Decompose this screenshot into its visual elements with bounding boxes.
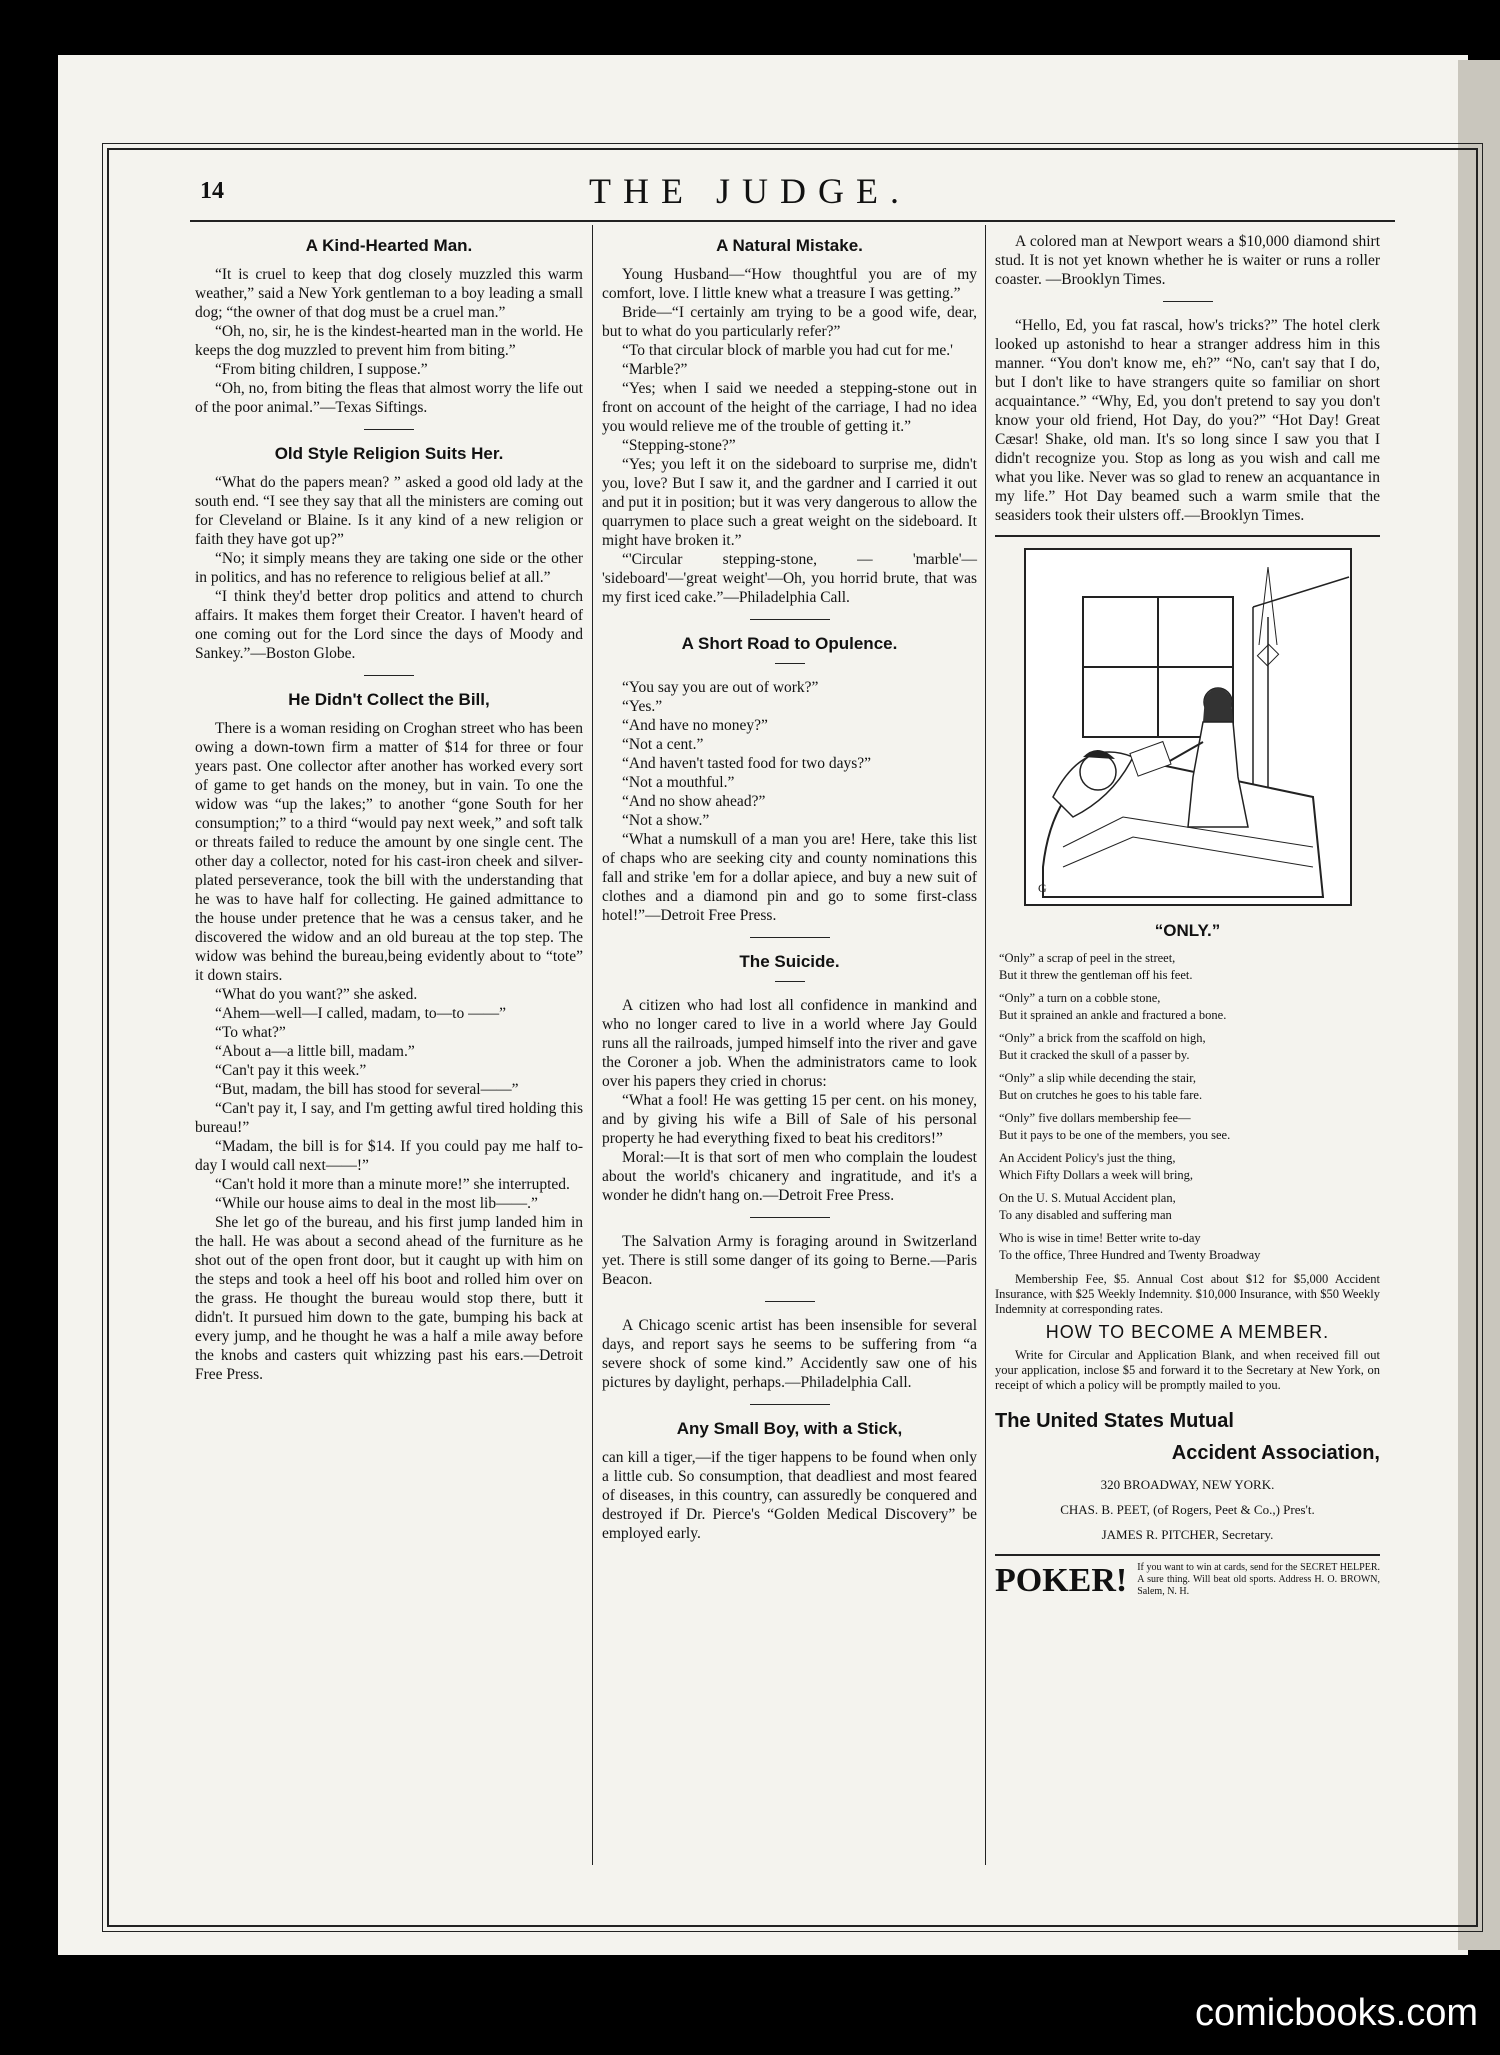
section-rule xyxy=(995,535,1380,537)
paragraph: “Not a cent.” xyxy=(622,736,704,753)
poem-line: But on crutches he goes to his table fare. xyxy=(999,1088,1203,1102)
poker-text: If you want to win at cards, send for the SECRET HELPER. A sure thing. Will beat old sports. Address H. O. BROWN, Salem, N. H. xyxy=(1137,1562,1380,1597)
paragraph: “You say you are out of work?” xyxy=(622,679,819,696)
paragraph: “Can't hold it more than a minute more!” she interrupted. xyxy=(215,1176,570,1193)
association-name-line1: The United States Mutual xyxy=(995,1410,1234,1432)
paragraph: “I think they'd better drop politics and attend to church affairs. It makes them forget their Creator. I haven't heard of one coming out for the Lord since the days of Moody and Sankey.”—Boston Globe. xyxy=(195,588,583,662)
paragraph: “Oh, no, from biting the fleas that almost worry the life out of the poor animal.”—Texas Siftings. xyxy=(195,380,583,416)
paragraph: “Yes.” xyxy=(622,698,663,715)
separator-rule xyxy=(750,619,830,620)
poem-stanza xyxy=(999,1190,1380,1224)
paragraph: “Yes; when I said we needed a stepping-stone out in front on account of the height of the carriage, I had no idea you would relieve me of the trouble of getting it.” xyxy=(602,380,977,435)
paragraph: “Not a show.” xyxy=(622,812,710,829)
poem-line: An Accident Policy's just the thing, xyxy=(999,1151,1176,1165)
separator-rule xyxy=(364,429,414,430)
paragraph: “Oh, no, sir, he is the kindest-hearted man in the world. He keeps the dog muzzled to prevent him from biting.” xyxy=(195,323,583,359)
paragraph: “What do the papers mean? ” asked a good old lady at the south end. “I see they say that all the ministers are coming out for Cleveland or Blaine. Is it any kind of a new religion or faith they have got up?” xyxy=(195,474,583,548)
poem-line: Who is wise in time! Better write to-day xyxy=(999,1231,1201,1245)
association-name-line2: Accident Association, xyxy=(1171,1442,1380,1464)
paragraph: “Madam, the bill is for $14. If you could pay me half to-day I would call next——!” xyxy=(195,1138,583,1174)
paragraph: “Marble?” xyxy=(622,361,688,378)
poem-line: Which Fifty Dollars a week will bring, xyxy=(999,1168,1194,1182)
page-number: 14 xyxy=(200,178,224,204)
poem-stanza xyxy=(999,1230,1380,1264)
paragraph: “From biting children, I suppose.” xyxy=(215,361,428,378)
poem-stanza xyxy=(999,1030,1380,1064)
separator-rule xyxy=(765,1301,815,1302)
paragraph: A colored man at Newport wears a $10,000 diamond shirt stud. It is not yet known whether he is waiter or runs a roller coaster. —Brooklyn Times. xyxy=(995,233,1380,288)
paragraph: “What do you want?” she asked. xyxy=(215,986,418,1003)
article-title: A Natural Mistake. xyxy=(716,236,863,255)
paragraph: “It is cruel to keep that dog closely muzzled this warm weather,” said a New York gentleman to a boy leading a small dog; “the owner of that dog must be a cruel man.” xyxy=(195,266,583,321)
poem-line: “Only” a slip while decending the stair, xyxy=(999,1071,1197,1085)
paragraph: “'Circular stepping-stone, — 'marble'— 'sideboard'—'great weight'—Oh, you horrid brute, that was my first iced cake.”—Philadelphia Call. xyxy=(602,551,977,606)
how-to-text: Write for Circular and Application Blank, and when received fill out your application, inclose $5 and forward it to the Secretary at New York, on receipt of which a policy will be promptly mailed to you. xyxy=(995,1348,1380,1392)
paragraph: “While our house aims to deal in the most lib——.” xyxy=(215,1195,538,1212)
association-president: CHAS. B. PEET, (of Rogers, Peet & Co.,) Pres't. xyxy=(1060,1502,1315,1517)
poem-stanza xyxy=(999,990,1380,1024)
masthead-title: THE JUDGE. xyxy=(589,171,911,211)
poem-line: On the U. S. Mutual Accident plan, xyxy=(999,1191,1176,1205)
separator-rule xyxy=(750,937,830,938)
paragraph: The Salvation Army is foraging around in Switzerland yet. There is still some danger of its going to Berne.—Paris Beacon. xyxy=(602,1233,977,1288)
poem-stanza xyxy=(999,1150,1380,1184)
paragraph: Moral:—It is that sort of men who complain the loudest about the world's chicanery and ingratitude, and it's a wonder he didn't hang on.—Detroit Free Press. xyxy=(602,1149,977,1204)
paragraph: “And no show ahead?” xyxy=(622,793,766,810)
paragraph: There is a woman residing on Croghan street who has been owing a down-town firm a matter of $14 for three or four years past. One collector after another has worked every sort of game to get hands on the money, but in vain. To one the widow was “up the lakes;” to another “gone South for her consumption;” to a third “would pay next week,” and soft talk or threats failed to reduce the amount by one single cent. The other day a collector, noted for his cast-iron cheek and silver-plated perseverance, took the bill with the understanding that he was to have half for collecting. He gained admittance to the house under pretence that he was a census taker, and he discovered the widow and an old bureau at the top step. The widow was behind the bureau,being evidently about to “tote” it down stairs. xyxy=(195,720,583,984)
column-2 xyxy=(602,232,977,1543)
paragraph: “What a fool! He was getting 15 per cent. on his money, and by giving his wife a Bill of Sale of his personal property he had everything fixed to beat his creditors!” xyxy=(602,1092,977,1147)
article-title: The Suicide. xyxy=(739,952,840,971)
article-title: Old Style Religion Suits Her. xyxy=(274,444,504,463)
separator-rule xyxy=(1163,301,1213,302)
poker-headline: POKER! xyxy=(995,1561,1128,1599)
paragraph: “Can't pay it this week.” xyxy=(215,1062,367,1079)
masthead-rule xyxy=(190,220,1395,222)
poem-line: But it pays to be one of the members, you see. xyxy=(999,1128,1231,1142)
poker-advertisement xyxy=(995,1554,1380,1598)
poem-line: “Only” a scrap of peel in the street, xyxy=(999,951,1176,965)
poem-stanza xyxy=(999,950,1380,984)
paragraph: “To what?” xyxy=(215,1024,286,1041)
paragraph: “But, madam, the bill has stood for several——” xyxy=(215,1081,519,1098)
paragraph: Bride—“I certainly am trying to be a good wife, dear, but to what do you particularly refer?” xyxy=(602,304,977,340)
paragraph: “And have no money?” xyxy=(622,717,768,734)
paragraph: She let go of the bureau, and his first jump landed him in the hall. He was about a second ahead of the furniture as he shot out of the open front door, but it caught up with him on the steps and took a heel off his boot and rolled him over on the grass. He thought the bureau would stop there, butt it didn't. It pursued him down to the gate, bumping his back at every jump, and he thought he was a half a mile away before the knobs and casters quit whizzing past his ears.—Detroit Free Press. xyxy=(195,1214,583,1383)
column-1 xyxy=(195,232,583,1384)
poem-line: “Only” a brick from the scaffold on high, xyxy=(999,1031,1206,1045)
poem-stanza xyxy=(999,1070,1380,1104)
sick-man-illustration xyxy=(1023,547,1353,907)
paragraph: A citizen who had lost all confidence in mankind and who no longer cared to live in a world where Jay Gould runs all the railroads, jumped himself into the river and gave the Coroner a job. When the administrators came to look over his papers they cried in chorus: xyxy=(602,997,977,1090)
separator-rule xyxy=(364,675,414,676)
article-title: Any Small Boy, with a Stick, xyxy=(676,1419,903,1438)
membership-fees: Membership Fee, $5. Annual Cost about $12 for $5,000 Accident Insurance, with $25 Weekly Indemnity. $10,000 Insurance, with $50 Weekly Indemnity at corresponding rates. xyxy=(995,1272,1380,1316)
article-title: A Short Road to Opulence. xyxy=(681,634,898,653)
poem-title: “ONLY.” xyxy=(1154,921,1221,940)
poem xyxy=(999,950,1380,1264)
how-to-title: HOW TO BECOME A MEMBER. xyxy=(1045,1322,1330,1342)
paragraph: “No; it simply means they are taking one side or the other in politics, and has no reference to religious belief at all.” xyxy=(195,550,583,586)
paragraph: “What a numskull of a man you are! Here, take this list of chaps who are seeking city and county nominations this fall and strike 'em for a dollar apiece, and buy a new suit of clothes and a diamond pin and go to some first-class hotel!”—Detroit Free Press. xyxy=(602,831,977,924)
paragraph: “About a—a little bill, madam.” xyxy=(215,1043,415,1060)
separator-rule xyxy=(775,981,805,982)
paragraph: “To that circular block of marble you had cut for me.' xyxy=(622,342,953,359)
paragraph: “Yes; you left it on the sideboard to surprise me, didn't you, love? But I saw it, and the gardner and I carried it out and put it in position; but it was very dangerous to allow the quarrymen to place such a great weight on the sideboard. It might have broken it.” xyxy=(602,456,977,549)
column-divider-1 xyxy=(592,225,593,1865)
column-divider-2 xyxy=(985,225,986,1865)
separator-rule xyxy=(750,1404,830,1405)
paragraph: “Not a mouthful.” xyxy=(622,774,735,791)
paragraph: “Hello, Ed, you fat rascal, how's tricks?” The hotel clerk looked up astonishd to hear a stranger address him in this manner. “You don't know me, eh?” “No, can't say that I do, but I don't like to have strangers quite so familiar on short acquaintance.” “Why, Ed, you don't pretend to say you don't know your old friend, Hot Day, do you?” “Hot Day! Great Cæsar! Shake, old man. It's so long since I saw you that I didn't recognize you. Stop as long as you wish and call me what you like. Never was so glad to renew an acquantance in my life.” Hot Day beamed such a warm smile that the seasiders took their ulsters off.—Brooklyn Times. xyxy=(995,317,1380,524)
poem-line: To any disabled and suffering man xyxy=(999,1208,1172,1222)
paragraph: “Can't pay it, I say, and I'm getting awful tired holding this bureau!” xyxy=(195,1100,583,1136)
article-title: He Didn't Collect the Bill, xyxy=(288,690,490,709)
watermark: comicbooks.com xyxy=(1195,1992,1478,2034)
article-title: A Kind-Hearted Man. xyxy=(305,236,473,255)
separator-rule xyxy=(775,663,805,664)
paragraph: can kill a tiger,—if the tiger happens to be found when only a little cub. So consumption, that deadliest and most feared of diseases, in this country, can assuredly be conquered and destroyed if Dr. Pierce's “Golden Medical Discovery” be employed early. xyxy=(602,1449,977,1542)
poem-line: To the office, Three Hundred and Twenty Broadway xyxy=(999,1248,1261,1262)
paragraph: “And haven't tasted food for two days?” xyxy=(622,755,871,772)
poem-line: “Only” a turn on a cobble stone, xyxy=(999,991,1161,1005)
column-3 xyxy=(995,232,1380,1598)
separator-rule xyxy=(750,1217,830,1218)
paragraph: Young Husband—“How thoughtful you are of my comfort, love. I little knew what a treasure I was getting.” xyxy=(602,266,977,302)
svg-text:G: G xyxy=(1037,881,1047,895)
poem-line: “Only” five dollars membership fee— xyxy=(999,1111,1191,1125)
association-secretary: JAMES R. PITCHER, Secretary. xyxy=(1101,1527,1274,1542)
association-address: 320 BROADWAY, NEW YORK. xyxy=(1100,1477,1275,1492)
paragraph: A Chicago scenic artist has been insensible for several days, and report says he seems to be suffering from “a severe shock of some kind.” Accidently saw one of his pictures by daylight, perhaps.—Philadelphia Call. xyxy=(602,1317,977,1391)
paragraph: “Stepping-stone?” xyxy=(622,437,736,454)
poem-line: But it cracked the skull of a passer by. xyxy=(999,1048,1190,1062)
paragraph: “Ahem—well—I called, madam, to—to ——” xyxy=(215,1005,506,1022)
poem-stanza xyxy=(999,1110,1380,1144)
poem-line: But it sprained an ankle and fractured a bone. xyxy=(999,1008,1227,1022)
poem-line: But it threw the gentleman off his feet. xyxy=(999,968,1193,982)
